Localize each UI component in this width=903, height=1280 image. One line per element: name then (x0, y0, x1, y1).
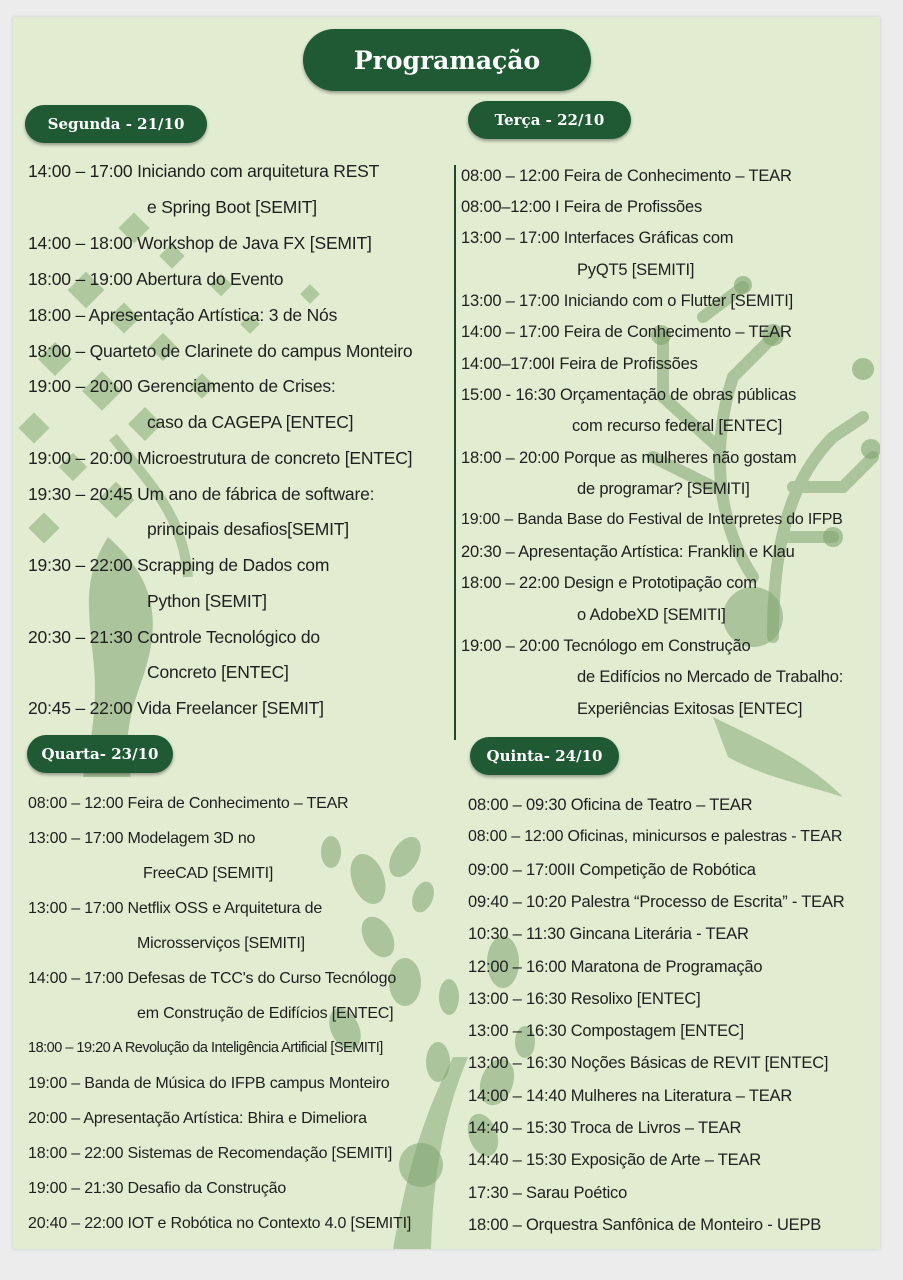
schedule-row: 13:00 – 16:30 Noções Básicas de REVIT [ENTEC] (468, 1054, 829, 1072)
schedule-row: 14:00 – 17:00 Feira de Conhecimento – TEAR (461, 323, 792, 341)
schedule-row: 20:00 – Apresentação Artística: Bhira e Dimeliora (28, 1110, 367, 1127)
schedule-row: 17:30 – Sarau Poético (468, 1184, 628, 1202)
schedule-row: 08:00 – 09:30 Oficina de Teatro – TEAR (468, 796, 753, 814)
schedule-row: 19:00 – 20:00 Microestrutura de concreto [ENTEC] (28, 448, 413, 468)
column-divider (454, 165, 456, 740)
schedule-row: 09:00 – 17:00II Competição de Robótica (468, 861, 756, 879)
schedule-row: principais desafios[SEMIT] (147, 519, 349, 539)
schedule-row: 18:00 – Apresentação Artística: 3 de Nós (28, 305, 338, 325)
schedule-row: 19:00 – Banda Base do Festival de Interpretes do IFPB (461, 511, 843, 528)
schedule-row: 19:00 – Banda de Música do IFPB campus Monteiro (28, 1075, 390, 1092)
schedule-row: 13:00 – 17:00 Modelagem 3D no (28, 830, 256, 847)
schedule-row: 13:00 – 16:30 Compostagem [ENTEC] (468, 1022, 744, 1040)
schedule-row: 14:40 – 15:30 Exposição de Arte – TEAR (468, 1151, 761, 1169)
schedule-row: 14:40 – 15:30 Troca de Livros – TEAR (468, 1119, 742, 1137)
schedule-row: 19:30 – 22:00 Scrapping de Dados com (28, 555, 330, 575)
schedule-row: caso da CAGEPA [ENTEC] (147, 412, 354, 432)
schedule-row: 20:30 – 21:30 Controle Tecnológico do (28, 627, 320, 647)
schedule-row: 14:00 – 18:00 Workshop de Java FX [SEMIT] (28, 233, 372, 253)
schedule-row: 19:00 – 20:00 Gerenciamento de Crises: (28, 376, 336, 396)
day-label-segunda: Segunda - 21/10 (25, 105, 207, 143)
schedule-row: 18:00 – 19:00 Abertura do Evento (28, 269, 284, 289)
schedule-row: com recurso federal [ENTEC] (572, 417, 783, 435)
schedule-row: 20:30 – Apresentação Artística: Franklin e Klau (461, 543, 795, 561)
schedule-row: 10:30 – 11:30 Gincana Literária - TEAR (468, 925, 749, 943)
schedule-row: 08:00 – 12:00 Oficinas, minicursos e palestras - TEAR (468, 828, 843, 845)
schedule-row: Experiências Exitosas [ENTEC] (577, 700, 803, 718)
schedule-row: 18:00 – Orquestra Sanfônica de Monteiro - UEPB (468, 1216, 822, 1234)
schedule-row: 20:45 – 22:00 Vida Freelancer [SEMIT] (28, 698, 324, 718)
schedule-row: 19:30 – 20:45 Um ano de fábrica de software: (28, 484, 375, 504)
schedule-row: FreeCAD [SEMITI] (143, 865, 274, 882)
day-label-quarta: Quarta- 23/10 (27, 735, 173, 773)
schedule-row: 14:00–17:00I Feira de Profissões (461, 355, 698, 373)
schedule-row: PyQT5 [SEMITI] (577, 261, 695, 279)
schedule-row: 15:00 - 16:30 Orçamentação de obras públicas (461, 386, 797, 404)
schedule-row: 13:00 – 17:00 Netflix OSS e Arquitetura de (28, 900, 323, 917)
schedule-row: 14:00 – 14:40 Mulheres na Literatura – TEAR (468, 1087, 793, 1105)
schedule-row: 18:00 – Quarteto de Clarinete do campus Monteiro (28, 341, 413, 361)
schedule-row: e Spring Boot [SEMIT] (147, 197, 317, 217)
schedule-row: 18:00 – 22:00 Sistemas de Recomendação [SEMITI] (28, 1145, 393, 1162)
schedule-row: o AdobeXD [SEMITI] (577, 606, 726, 624)
schedule-row: 08:00 – 12:00 Feira de Conhecimento – TEAR (461, 167, 792, 185)
schedule-row: 19:00 – 20:00 Tecnólogo em Construção (461, 637, 751, 655)
schedule-row: Python [SEMIT] (147, 591, 267, 611)
schedule-row: 13:00 – 16:30 Resolixo [ENTEC] (468, 990, 701, 1008)
schedule-row: 14:00 – 17:00 Iniciando com arquitetura REST (28, 161, 380, 181)
schedule-row: 18:00 – 22:00 Design e Prototipação com (461, 574, 757, 592)
schedule-row: 18:00 – 20:00 Porque as mulheres não gostam (461, 449, 797, 467)
schedule-row: 08:00–12:00 I Feira de Profissões (461, 198, 703, 216)
poster (13, 17, 880, 1249)
day-label-quinta: Quinta- 24/10 (470, 737, 619, 775)
page-title: Programação (303, 29, 591, 91)
schedule-row: Concreto [ENTEC] (147, 662, 289, 682)
schedule-row: Microsserviços [SEMITI] (137, 935, 305, 952)
schedule-row: 12:00 – 16:00 Maratona de Programação (468, 958, 763, 976)
schedule-row: 20:40 – 22:00 IOT e Robótica no Contexto 4.0 [SEMITI] (28, 1215, 412, 1232)
schedule-row: 08:00 – 12:00 Feira de Conhecimento – TEAR (28, 795, 349, 812)
schedule-row: 09:40 – 10:20 Palestra “Processo de Escrita” - TEAR (468, 893, 845, 911)
schedule-row: 19:00 – 21:30 Desafio da Construção (28, 1180, 287, 1197)
schedule-row: de Edifícios no Mercado de Trabalho: (577, 668, 844, 686)
day-label-terca: Terça - 22/10 (468, 101, 631, 139)
schedule-row: 14:00 – 17:00 Defesas de TCC's do Curso Tecnólogo (28, 970, 397, 987)
schedule-row: de programar? [SEMITI] (577, 480, 750, 498)
schedule-row: 18:00 – 19:20 A Revolução da Inteligência Artificial [SEMITI] (28, 1040, 383, 1056)
schedule-row: 13:00 – 17:00 Interfaces Gráficas com (461, 229, 734, 247)
schedule-row: 13:00 – 17:00 Iniciando com o Flutter [SEMITI] (461, 292, 793, 310)
schedule-row: em Construção de Edifícios [ENTEC] (137, 1005, 394, 1022)
